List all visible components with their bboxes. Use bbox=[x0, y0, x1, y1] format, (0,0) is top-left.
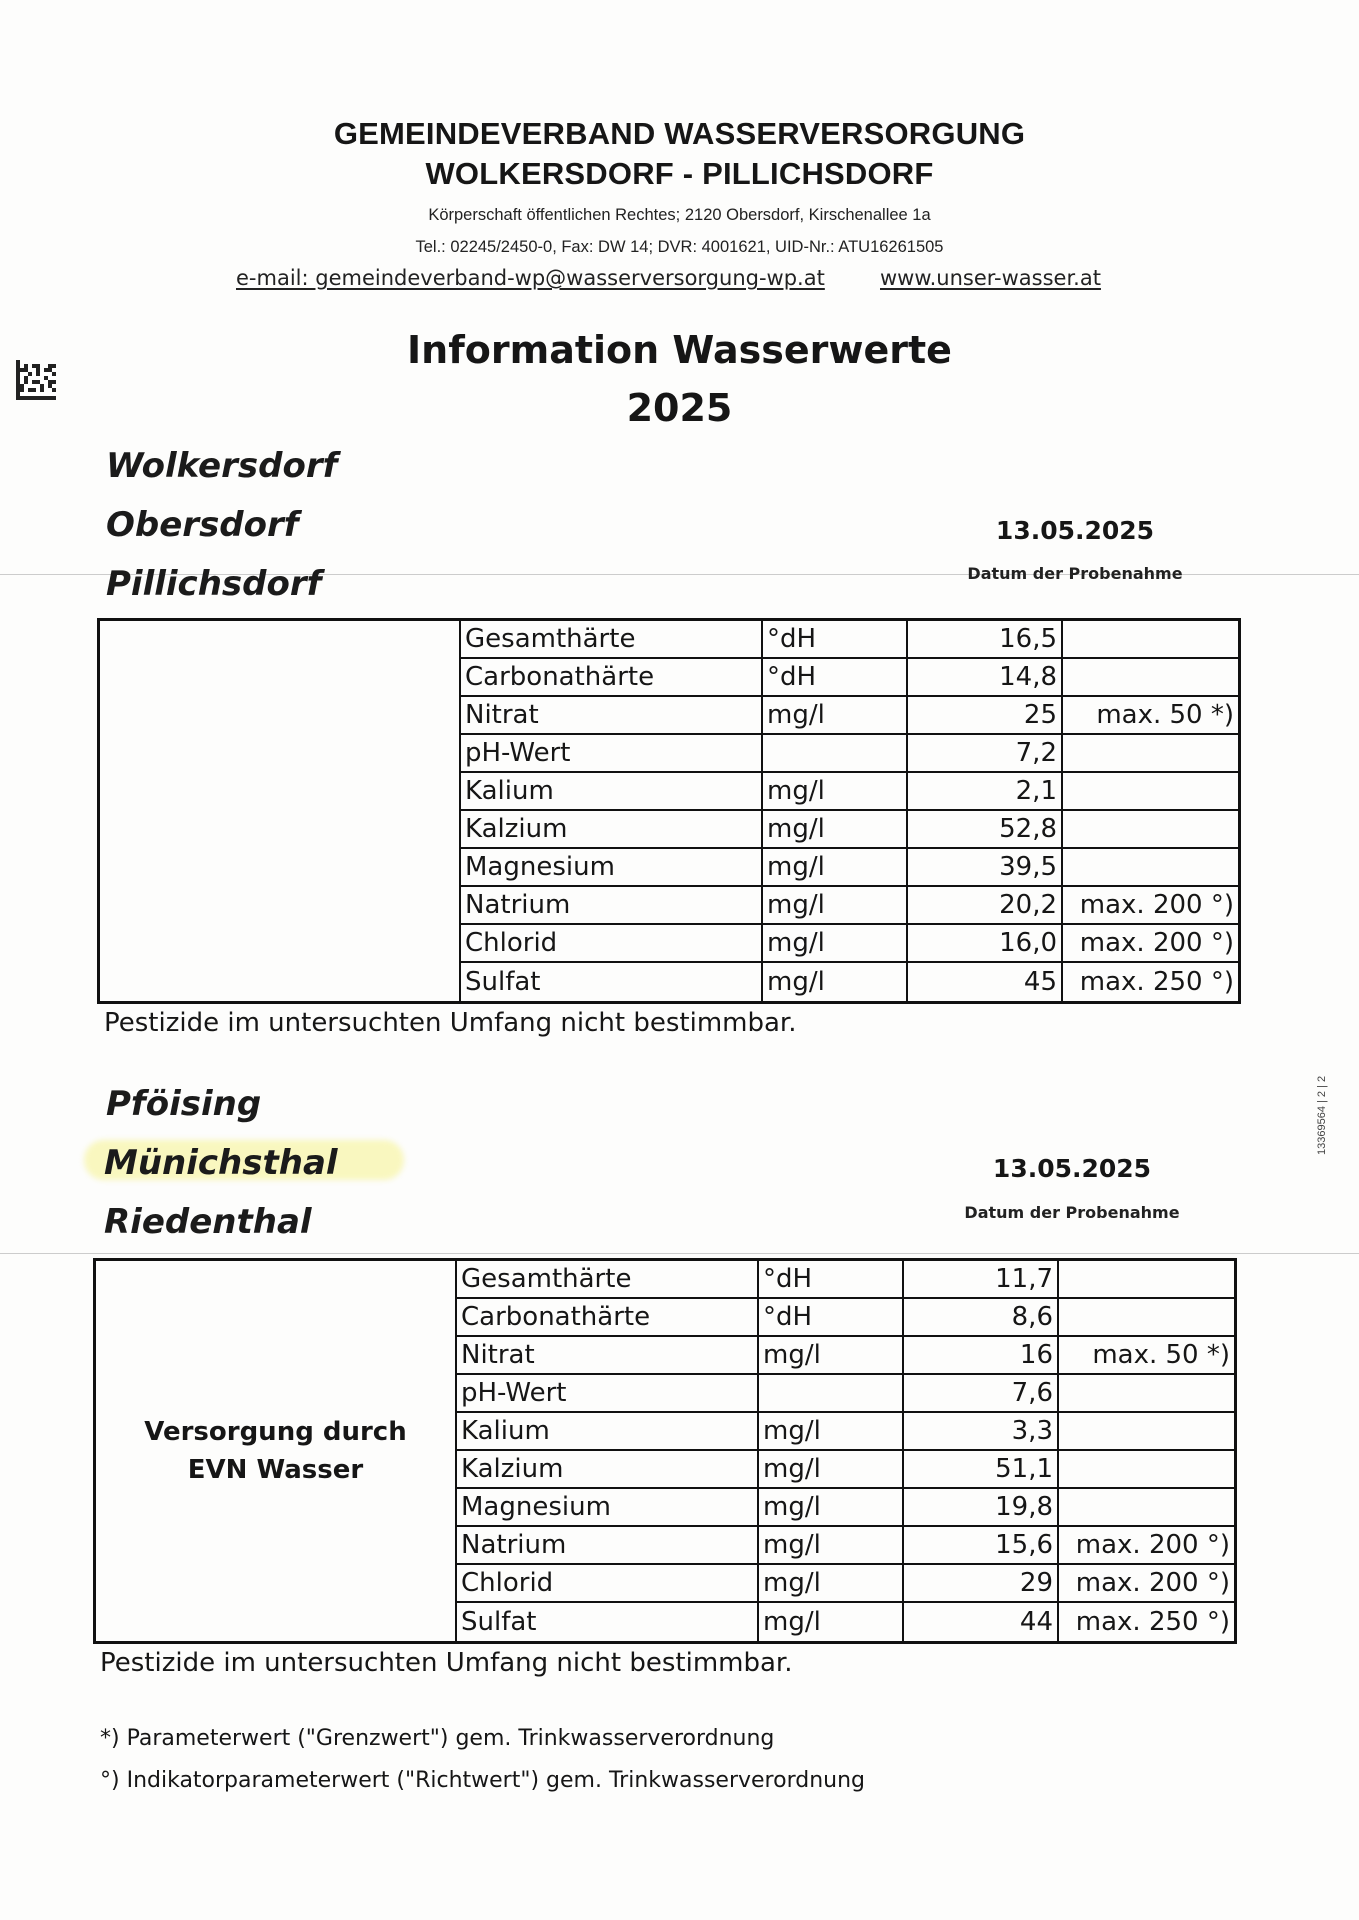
unit-cell: mg/l bbox=[763, 811, 908, 847]
limit-cell: max. 200 °) bbox=[1079, 928, 1234, 958]
value-cell: 14,8 bbox=[908, 659, 1063, 695]
parameter-cell: Chlorid bbox=[461, 925, 763, 961]
table-row bbox=[461, 811, 1238, 849]
parameter-cell: Nitrat bbox=[461, 697, 763, 733]
supply-line1: Versorgung durch bbox=[144, 1417, 407, 1447]
limit-cell bbox=[1063, 811, 1238, 847]
table-row bbox=[457, 1299, 1234, 1337]
value-cell: 20,2 bbox=[908, 887, 1063, 923]
email-link[interactable]: e-mail: gemeindeverband-wp@wasserversorgung-wp.at bbox=[236, 266, 825, 290]
table-row bbox=[461, 925, 1238, 963]
value-cell: 19,8 bbox=[904, 1489, 1059, 1525]
unit-cell: °dH bbox=[763, 621, 908, 657]
parameter-cell: Natrium bbox=[461, 887, 763, 923]
limit-cell bbox=[1059, 1375, 1234, 1411]
table-row bbox=[457, 1527, 1234, 1565]
parameter-cell: Gesamthärte bbox=[461, 621, 763, 657]
limit-cell: max. 200 °) bbox=[1079, 890, 1234, 920]
unit-cell: °dH bbox=[763, 659, 908, 695]
org-subline: Körperschaft öffentlichen Rechtes; 2120 Obersdorf, Kirschenallee 1a bbox=[428, 206, 931, 224]
footnote-star: *) Parameterwert ("Grenzwert") gem. Trinkwasserverordnung bbox=[100, 1726, 775, 1751]
page-year: 2025 bbox=[626, 386, 733, 430]
table-rows bbox=[457, 1261, 1234, 1641]
parameter-cell: pH-Wert bbox=[461, 735, 763, 771]
limit-cell bbox=[1063, 773, 1238, 809]
value-cell: 16,5 bbox=[908, 621, 1063, 657]
limit-cell bbox=[1059, 1261, 1234, 1297]
parameter-cell: Magnesium bbox=[461, 849, 763, 885]
value-cell: 16,0 bbox=[908, 925, 1063, 961]
place-name: Obersdorf bbox=[106, 505, 299, 545]
table-row bbox=[457, 1451, 1234, 1489]
parameter-cell: Sulfat bbox=[461, 963, 763, 1001]
table-row bbox=[461, 849, 1238, 887]
table-row bbox=[461, 963, 1238, 1001]
org-contact: Tel.: 02245/2450-0, Fax: DW 14; DVR: 4001621, UID-Nr.: ATU16261505 bbox=[415, 238, 944, 256]
pesticide-note: Pestizide im untersuchten Umfang nicht bestimmbar. bbox=[100, 1648, 793, 1678]
value-cell: 52,8 bbox=[908, 811, 1063, 847]
sample-date-label: Datum der Probenahme bbox=[964, 1203, 1180, 1222]
table-row bbox=[457, 1337, 1234, 1375]
fold-line bbox=[0, 1253, 1359, 1254]
value-cell: 11,7 bbox=[904, 1261, 1059, 1297]
parameter-cell: Kalium bbox=[457, 1413, 759, 1449]
org-name-line1: GEMEINDEVERBAND WASSERVERSORGUNG bbox=[333, 116, 1026, 151]
sample-date: 13.05.2025 bbox=[995, 516, 1155, 545]
parameter-cell: pH-Wert bbox=[457, 1375, 759, 1411]
parameter-cell: Chlorid bbox=[457, 1565, 759, 1601]
parameter-cell: Natrium bbox=[457, 1527, 759, 1563]
sample-date-label: Datum der Probenahme bbox=[967, 564, 1183, 583]
unit-cell: mg/l bbox=[759, 1603, 904, 1641]
unit-cell: °dH bbox=[759, 1261, 904, 1297]
parameter-cell: Carbonathärte bbox=[457, 1299, 759, 1335]
unit-cell: mg/l bbox=[763, 887, 908, 923]
table-row bbox=[461, 659, 1238, 697]
limit-cell: max. 200 °) bbox=[1075, 1530, 1230, 1560]
limit-cell: max. 200 °) bbox=[1075, 1568, 1230, 1598]
place-name: Pillichsdorf bbox=[106, 564, 322, 604]
table-row bbox=[461, 697, 1238, 735]
parameter-cell: Kalzium bbox=[457, 1451, 759, 1487]
place-name: Wolkersdorf bbox=[106, 446, 338, 486]
table-row bbox=[461, 735, 1238, 773]
supply-cell bbox=[96, 1261, 457, 1641]
unit-cell: mg/l bbox=[759, 1337, 904, 1373]
place-name: Pföising bbox=[106, 1084, 262, 1124]
parameter-cell: Nitrat bbox=[457, 1337, 759, 1373]
value-cell: 16 bbox=[904, 1337, 1059, 1373]
value-cell: 7,6 bbox=[904, 1375, 1059, 1411]
unit-cell: mg/l bbox=[759, 1565, 904, 1601]
table-rows bbox=[461, 621, 1238, 1001]
unit-cell: mg/l bbox=[759, 1489, 904, 1525]
limit-cell: max. 50 *) bbox=[1096, 700, 1234, 730]
limit-cell bbox=[1063, 621, 1238, 657]
table-row bbox=[457, 1413, 1234, 1451]
limit-cell bbox=[1063, 735, 1238, 771]
table-row bbox=[461, 773, 1238, 811]
page-title: Information Wasserwerte bbox=[407, 328, 952, 372]
place-name: Münichsthal bbox=[104, 1143, 338, 1183]
unit-cell: °dH bbox=[759, 1299, 904, 1335]
footnote-degree: °) Indikatorparameterwert ("Richtwert") gem. Trinkwasserverordnung bbox=[100, 1768, 865, 1793]
limit-cell: max. 250 °) bbox=[1079, 967, 1234, 997]
supply-cell bbox=[100, 621, 461, 1001]
sample-date: 13.05.2025 bbox=[992, 1154, 1152, 1183]
limit-cell bbox=[1059, 1489, 1234, 1525]
value-cell: 25 bbox=[908, 697, 1063, 733]
unit-cell: mg/l bbox=[763, 697, 908, 733]
unit-cell bbox=[763, 735, 908, 771]
website-link[interactable]: www.unser-wasser.at bbox=[880, 266, 1101, 290]
org-name-line2: WOLKERSDORF - PILLICHSDORF bbox=[425, 156, 934, 191]
value-cell: 51,1 bbox=[904, 1451, 1059, 1487]
limit-cell bbox=[1059, 1299, 1234, 1335]
value-cell: 3,3 bbox=[904, 1413, 1059, 1449]
table-row bbox=[457, 1375, 1234, 1413]
value-cell: 39,5 bbox=[908, 849, 1063, 885]
value-cell: 8,6 bbox=[904, 1299, 1059, 1335]
unit-cell: mg/l bbox=[763, 773, 908, 809]
parameter-cell: Gesamthärte bbox=[457, 1261, 759, 1297]
unit-cell bbox=[759, 1375, 904, 1411]
water-values-table-1 bbox=[97, 618, 1241, 1004]
table-row bbox=[461, 887, 1238, 925]
value-cell: 2,1 bbox=[908, 773, 1063, 809]
unit-cell: mg/l bbox=[759, 1527, 904, 1563]
pesticide-note: Pestizide im untersuchten Umfang nicht bestimmbar. bbox=[104, 1008, 797, 1038]
limit-cell bbox=[1063, 849, 1238, 885]
parameter-cell: Kalium bbox=[461, 773, 763, 809]
parameter-cell: Sulfat bbox=[457, 1603, 759, 1641]
limit-cell: max. 250 °) bbox=[1075, 1607, 1230, 1637]
table-row bbox=[457, 1603, 1234, 1641]
unit-cell: mg/l bbox=[763, 963, 908, 1001]
table-row bbox=[457, 1489, 1234, 1527]
parameter-cell: Carbonathärte bbox=[461, 659, 763, 695]
value-cell: 45 bbox=[908, 963, 1063, 1001]
unit-cell: mg/l bbox=[763, 849, 908, 885]
scan-id: 13369564 | 2 | 2 bbox=[1316, 1075, 1328, 1155]
unit-cell: mg/l bbox=[759, 1413, 904, 1449]
place-name: Riedenthal bbox=[104, 1202, 312, 1242]
supply-line2: EVN Wasser bbox=[187, 1455, 364, 1485]
parameter-cell: Kalzium bbox=[461, 811, 763, 847]
limit-cell: max. 50 *) bbox=[1092, 1340, 1230, 1370]
unit-cell: mg/l bbox=[759, 1451, 904, 1487]
value-cell: 29 bbox=[904, 1565, 1059, 1601]
limit-cell bbox=[1059, 1413, 1234, 1449]
limit-cell bbox=[1063, 659, 1238, 695]
value-cell: 44 bbox=[904, 1603, 1059, 1641]
unit-cell: mg/l bbox=[763, 925, 908, 961]
parameter-cell: Magnesium bbox=[457, 1489, 759, 1525]
value-cell: 15,6 bbox=[904, 1527, 1059, 1563]
table-row bbox=[457, 1565, 1234, 1603]
water-values-table-2 bbox=[93, 1258, 1237, 1644]
table-row bbox=[461, 621, 1238, 659]
table-row bbox=[457, 1261, 1234, 1299]
value-cell: 7,2 bbox=[908, 735, 1063, 771]
limit-cell bbox=[1059, 1451, 1234, 1487]
